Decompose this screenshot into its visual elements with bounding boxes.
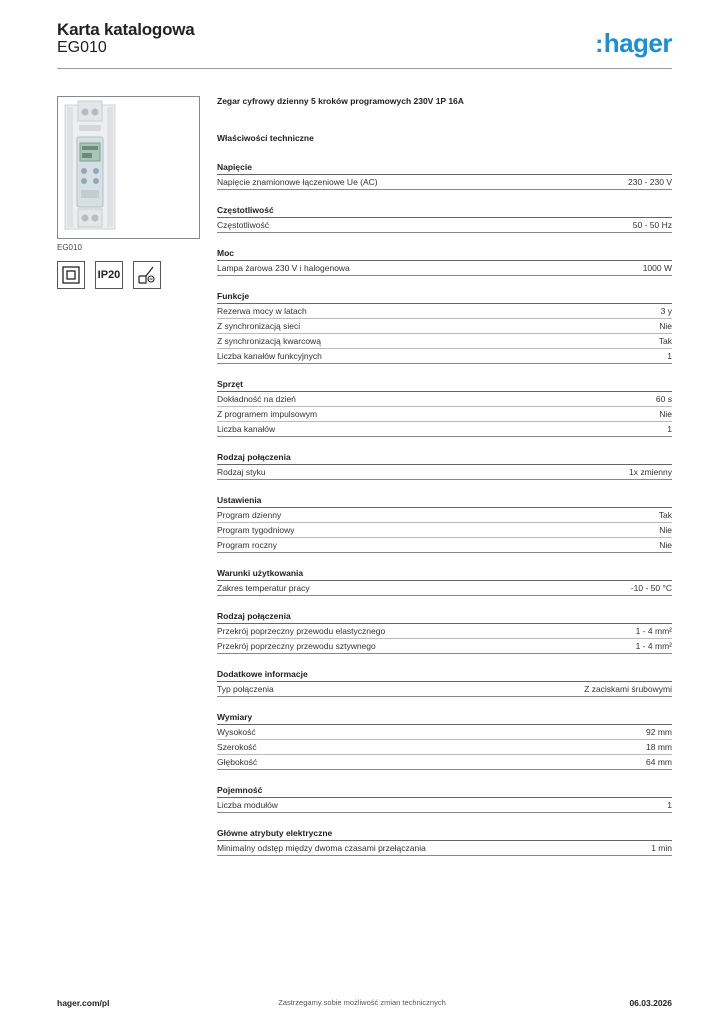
ip-rating-badge: [95, 261, 123, 289]
header-divider: [57, 68, 672, 69]
property-value: Nie: [659, 525, 672, 535]
property-label: Głębokość: [217, 757, 258, 767]
ip-rating-label: IP20: [97, 269, 121, 281]
property-value: Tak: [658, 336, 672, 346]
property-value: 1000 W: [642, 263, 672, 273]
property-label: Liczba modułów: [217, 800, 278, 810]
property-row: [217, 842, 672, 856]
property-group: [217, 610, 672, 654]
property-row: [217, 335, 672, 349]
property-label: Program roczny: [217, 540, 277, 550]
property-label: Rodzaj styku: [217, 467, 266, 477]
group-title: Dodatkowe informacje: [217, 668, 672, 682]
class-ii-symbol-icon: [57, 261, 85, 289]
property-label: Zakres temperatur pracy: [217, 583, 310, 593]
property-row: [217, 683, 672, 697]
property-label: Liczba kanałów funkcyjnych: [217, 351, 322, 361]
property-label: Liczba kanałów: [217, 424, 276, 434]
group-title: Funkcje: [217, 290, 672, 304]
property-row: [217, 423, 672, 437]
property-label: Przekrój poprzeczny przewodu elastycznego: [217, 626, 386, 636]
property-group: [217, 378, 672, 437]
group-title: Moc: [217, 247, 672, 261]
property-label: Lampa żarowa 230 V i halogenowa: [217, 263, 350, 273]
property-groups: [217, 161, 672, 856]
group-title: Ustawienia: [217, 494, 672, 508]
property-value: 92 mm: [646, 727, 672, 737]
property-row: [217, 625, 672, 639]
logo-text: hager: [603, 28, 672, 58]
product-image: [58, 97, 199, 238]
group-title: Rodzaj połączenia: [217, 610, 672, 624]
property-label: Typ połączenia: [217, 684, 274, 694]
group-title: Główne atrybuty elektryczne: [217, 827, 672, 841]
group-title: Sprzęt: [217, 378, 672, 392]
property-value: 60 s: [655, 394, 672, 404]
property-value: Nie: [659, 321, 672, 331]
property-value: Tak: [658, 510, 672, 520]
property-row: [217, 741, 672, 755]
page-title: Karta katalogowa: [57, 20, 195, 39]
hager-logo: :hager: [595, 28, 672, 58]
property-group: [217, 668, 672, 697]
property-value: 1 min: [651, 843, 672, 853]
property-value: 230 - 230 V: [628, 177, 672, 187]
property-group: [217, 567, 672, 596]
property-label: Minimalny odstęp między dwoma czasami przełączania: [217, 843, 426, 853]
property-value: 1: [667, 800, 672, 810]
property-row: [217, 756, 672, 770]
product-title: Zegar cyfrowy dzienny 5 kroków programowych 230V 1P 16A: [217, 96, 464, 106]
property-value: 18 mm: [646, 742, 672, 752]
group-title: Napięcie: [217, 161, 672, 175]
property-value: Nie: [659, 540, 672, 550]
property-label: Wysokość: [217, 727, 256, 737]
property-value: 1: [667, 424, 672, 434]
property-group: [217, 204, 672, 233]
property-row: [217, 509, 672, 523]
property-label: Z synchronizacją sieci: [217, 321, 301, 331]
footer-date: 06.03.2026: [629, 998, 672, 1008]
property-row: [217, 466, 672, 480]
property-value: 1x zmienny: [629, 467, 672, 477]
property-row: [217, 262, 672, 276]
property-value: -10 - 50 °C: [630, 583, 672, 593]
property-group: [217, 161, 672, 190]
property-value: 3 y: [660, 306, 672, 316]
property-row: [217, 726, 672, 740]
property-group: [217, 247, 672, 276]
page-subtitle: EG010: [57, 39, 107, 56]
property-group: [217, 451, 672, 480]
property-row: [217, 539, 672, 553]
property-row: [217, 799, 672, 813]
property-value: 1 - 4 mm²: [635, 626, 672, 636]
footer-notice: Zastrzegamy sobie możliwość zmian technicznych: [278, 998, 446, 1007]
property-label: Częstotliwość: [217, 220, 269, 230]
property-label: Napięcie znamionowe łączeniowe Ue (AC): [217, 177, 378, 187]
property-label: Dokładność na dzień: [217, 394, 296, 404]
property-label: Z synchronizacją kwarcową: [217, 336, 321, 346]
group-title: Wymiary: [217, 711, 672, 725]
product-photo: [57, 96, 200, 239]
property-row: [217, 393, 672, 407]
footer-website[interactable]: hager.com/pl: [57, 998, 110, 1008]
property-label: Program tygodniowy: [217, 525, 295, 535]
section-title: Właściwości techniczne: [217, 133, 314, 143]
property-row: [217, 524, 672, 538]
property-value: 64 mm: [646, 757, 672, 767]
group-title: Pojemność: [217, 784, 672, 798]
property-row: [217, 640, 672, 654]
property-value: 1 - 4 mm²: [635, 641, 672, 651]
property-group: [217, 711, 672, 770]
property-value: Z zaciskami śrubowymi: [584, 684, 672, 694]
property-label: Program dzienny: [217, 510, 282, 520]
property-value: 1: [667, 351, 672, 361]
group-title: Rodzaj połączenia: [217, 451, 672, 465]
din-rail-mounting-icon: [133, 261, 161, 289]
property-label: Rezerwa mocy w latach: [217, 306, 307, 316]
property-row: [217, 350, 672, 364]
property-row: [217, 408, 672, 422]
property-row: [217, 305, 672, 319]
group-title: Częstotliwość: [217, 204, 672, 218]
property-label: Szerokość: [217, 742, 257, 752]
property-group: [217, 784, 672, 813]
property-value: 50 - 50 Hz: [632, 220, 672, 230]
product-caption: EG010: [57, 243, 82, 252]
property-group: [217, 827, 672, 856]
property-group: [217, 290, 672, 364]
property-row: [217, 219, 672, 233]
property-label: Przekrój poprzeczny przewodu sztywnego: [217, 641, 376, 651]
property-row: [217, 176, 672, 190]
property-row: [217, 582, 672, 596]
group-title: Warunki użytkowania: [217, 567, 672, 581]
property-row: [217, 320, 672, 334]
property-value: Nie: [659, 409, 672, 419]
property-label: Z programem impulsowym: [217, 409, 318, 419]
property-group: [217, 494, 672, 553]
technical-properties: [217, 96, 672, 870]
